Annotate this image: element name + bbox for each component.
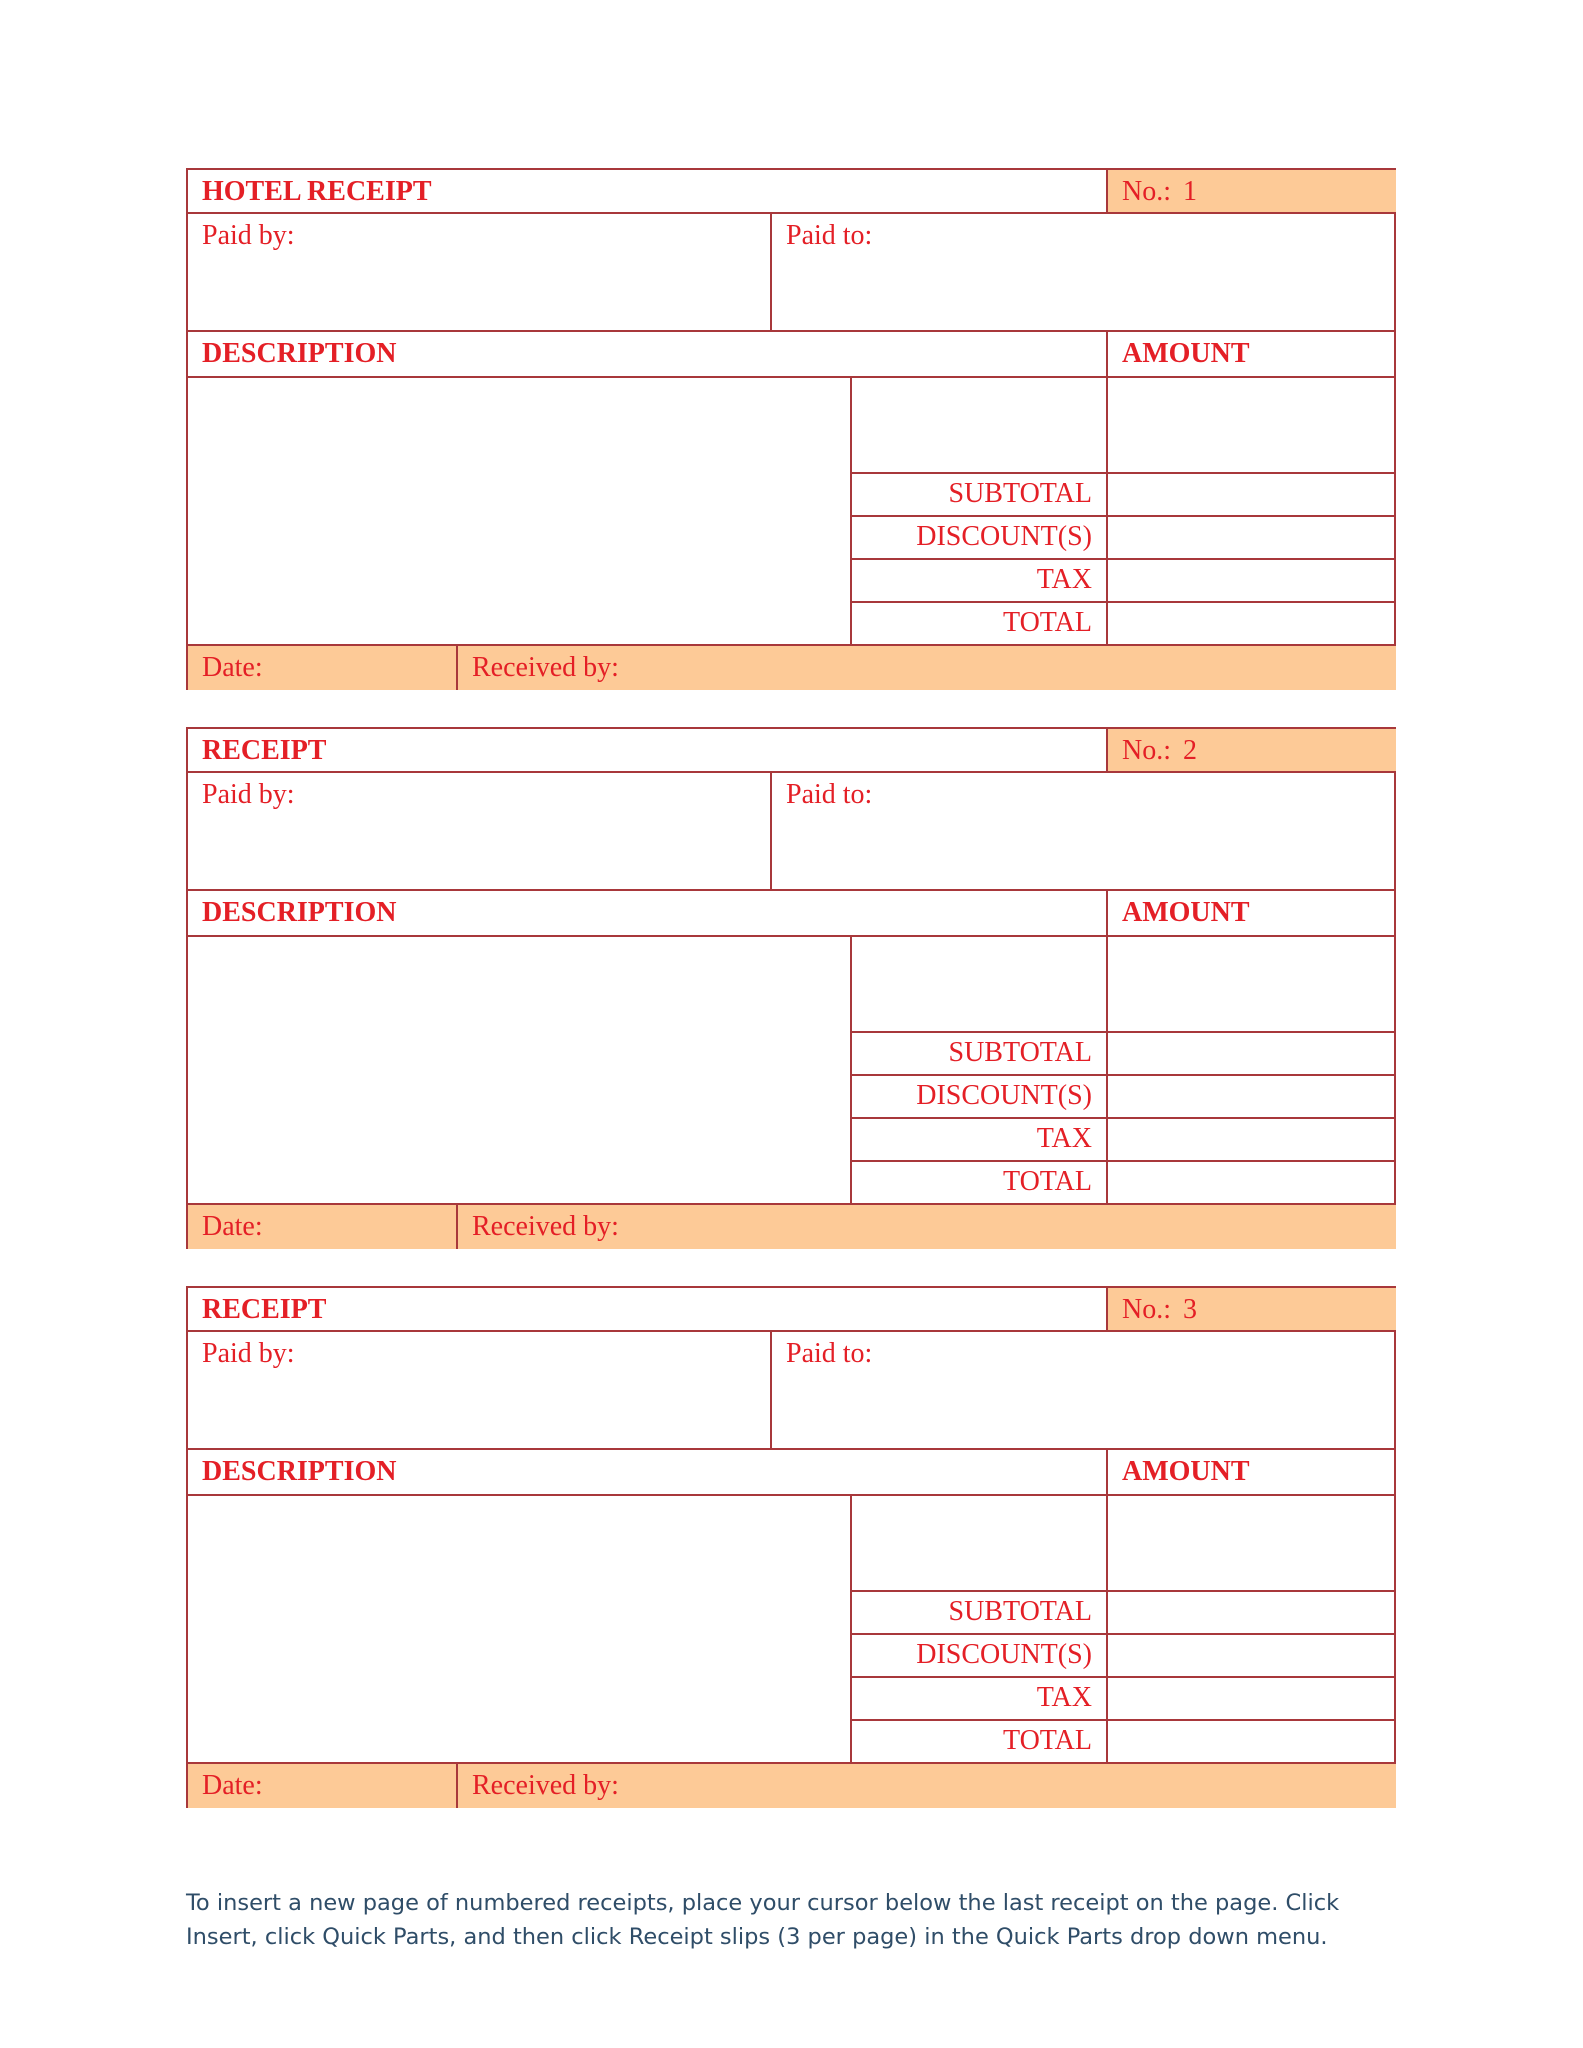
divider xyxy=(1106,332,1108,378)
tax-amount-field[interactable] xyxy=(1108,1678,1396,1719)
received-by-field[interactable]: Received by: xyxy=(458,1205,1396,1249)
description-header: DESCRIPTION xyxy=(202,1456,397,1487)
receipt-number xyxy=(1108,1288,1396,1332)
receipt-number-value: 3 xyxy=(1183,1294,1197,1325)
divider xyxy=(456,1205,458,1249)
tax-label: TAX xyxy=(1036,1682,1092,1713)
receipt-number-label: No.: xyxy=(1122,1294,1171,1325)
subtotal-label: SUBTOTAL xyxy=(948,1037,1092,1068)
discounts-amount-field[interactable] xyxy=(1108,1076,1396,1117)
instructions-note: To insert a new page of numbered receipts, place your cursor below the last receipt on the page. Click Insert, click Quick Parts, and then click Receipt slips (3 per page) in the Quick Parts drop down menu. xyxy=(186,1890,1340,1950)
divider xyxy=(456,646,458,690)
divider xyxy=(1106,1450,1108,1496)
paid-to-field[interactable]: Paid to: xyxy=(786,1338,873,1369)
discounts-amount-field[interactable] xyxy=(1108,517,1396,558)
discounts-amount-field[interactable] xyxy=(1108,1635,1396,1676)
amount-field[interactable] xyxy=(1108,1496,1396,1590)
paid-by-field[interactable]: Paid by: xyxy=(202,1338,295,1369)
receipt-number-value: 1 xyxy=(1183,176,1197,207)
receipt-1 xyxy=(186,168,1396,690)
subtotal-label: SUBTOTAL xyxy=(948,1596,1092,1627)
receipt-2 xyxy=(186,727,1396,1249)
discounts-label: DISCOUNT(S) xyxy=(916,521,1092,552)
receipt-title: RECEIPT xyxy=(202,1294,327,1325)
receipt-number-value: 2 xyxy=(1183,735,1197,766)
total-label: TOTAL xyxy=(1002,1166,1092,1197)
paid-to-field[interactable]: Paid to: xyxy=(786,220,873,251)
description-area[interactable] xyxy=(188,378,850,646)
receipt-3 xyxy=(186,1286,1396,1808)
tax-label: TAX xyxy=(1036,1123,1092,1154)
description-area[interactable] xyxy=(188,937,850,1205)
amount-header: AMOUNT xyxy=(1122,1456,1250,1487)
receipt-number xyxy=(1108,729,1396,773)
divider xyxy=(1106,170,1108,214)
description-area[interactable] xyxy=(188,1496,850,1764)
total-label: TOTAL xyxy=(1002,607,1092,638)
receipt-number-label: No.: xyxy=(1122,735,1171,766)
amount-header: AMOUNT xyxy=(1122,897,1250,928)
divider xyxy=(770,773,772,891)
divider xyxy=(1106,1288,1108,1332)
total-amount-field[interactable] xyxy=(1108,603,1396,644)
date-field[interactable]: Date: xyxy=(188,646,456,690)
total-label: TOTAL xyxy=(1002,1725,1092,1756)
tax-amount-field[interactable] xyxy=(1108,1119,1396,1160)
amount-field[interactable] xyxy=(1108,378,1396,472)
description-header: DESCRIPTION xyxy=(202,897,397,928)
tax-amount-field[interactable] xyxy=(1108,560,1396,601)
amount-field[interactable] xyxy=(1108,937,1396,1031)
subtotal-amount-field[interactable] xyxy=(1108,1033,1396,1074)
paid-by-field[interactable]: Paid by: xyxy=(202,779,295,810)
date-field[interactable]: Date: xyxy=(188,1764,456,1808)
receipt-number-label: No.: xyxy=(1122,176,1171,207)
amount-header: AMOUNT xyxy=(1122,338,1250,369)
receipt-number xyxy=(1108,170,1396,214)
divider xyxy=(770,1332,772,1450)
date-field[interactable]: Date: xyxy=(188,1205,456,1249)
received-by-field[interactable]: Received by: xyxy=(458,1764,1396,1808)
divider xyxy=(1106,891,1108,937)
paid-by-field[interactable]: Paid by: xyxy=(202,220,295,251)
discounts-label: DISCOUNT(S) xyxy=(916,1639,1092,1670)
description-header: DESCRIPTION xyxy=(202,338,397,369)
discounts-label: DISCOUNT(S) xyxy=(916,1080,1092,1111)
subtotal-amount-field[interactable] xyxy=(1108,1592,1396,1633)
subtotal-label: SUBTOTAL xyxy=(948,478,1092,509)
receipt-title: HOTEL RECEIPT xyxy=(202,176,432,207)
subtotal-amount-field[interactable] xyxy=(1108,474,1396,515)
received-by-field[interactable]: Received by: xyxy=(458,646,1396,690)
divider xyxy=(770,214,772,332)
receipt-title: RECEIPT xyxy=(202,735,327,766)
tax-label: TAX xyxy=(1036,564,1092,595)
divider xyxy=(456,1764,458,1808)
paid-to-field[interactable]: Paid to: xyxy=(786,779,873,810)
divider xyxy=(1106,729,1108,773)
total-amount-field[interactable] xyxy=(1108,1721,1396,1762)
total-amount-field[interactable] xyxy=(1108,1162,1396,1203)
